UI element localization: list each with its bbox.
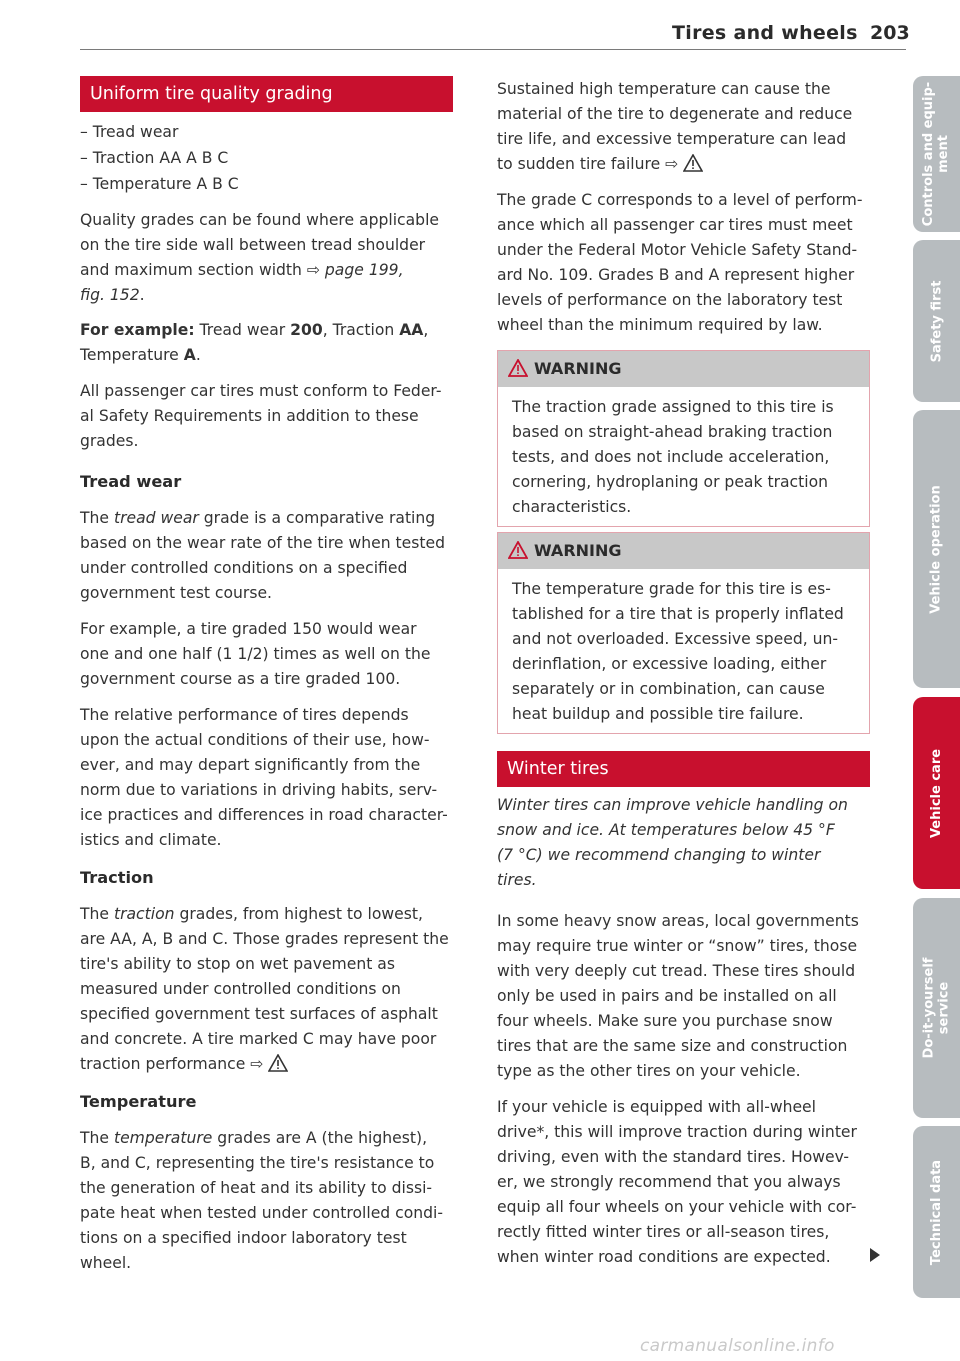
paragraph-line: tions on a specified indoor laboratory test — [80, 1229, 407, 1247]
paragraph-line: ard No. 109. Grades B and A represent higher — [497, 266, 855, 284]
warning-triangle-icon — [508, 359, 528, 377]
emphasis-text: traction — [113, 905, 175, 923]
warning-header — [498, 351, 869, 387]
paragraph-text: , Traction — [322, 321, 400, 339]
list-item: – Traction AA A B C — [80, 149, 229, 167]
warning-box-traction — [497, 350, 870, 527]
side-tab-label-line: service — [936, 981, 952, 1035]
paragraph-line: tire life, and excessive temperature can lead — [497, 130, 847, 148]
paragraph-line: and concrete. A tire marked C may have poor — [80, 1030, 437, 1048]
warning-line: The traction grade assigned to this tire is — [512, 398, 834, 416]
paragraph-line: er, we strongly recommend that you always — [497, 1173, 841, 1191]
side-tab-technical-data[interactable] — [913, 1126, 960, 1298]
side-tab-label-wrap — [913, 898, 960, 1118]
intro-line: (7 °C) we recommend changing to winter — [497, 846, 821, 864]
side-tab-label-wrap — [913, 1126, 960, 1298]
paragraph-text: grade is a comparative rating — [198, 509, 436, 527]
side-tab-do-it-yourself[interactable] — [913, 898, 960, 1118]
side-tab-label: Technical data — [929, 1159, 944, 1265]
paragraph-line: In some heavy snow areas, local governments — [497, 912, 859, 930]
paragraph-line: the generation of heat and its ability to dissi- — [80, 1179, 433, 1197]
side-tab-label-line: ment — [936, 135, 952, 173]
paragraph-line: material of the tire to degenerate and reduce — [497, 105, 853, 123]
paragraph-line: The grade C corresponds to a level of perform- — [497, 191, 863, 209]
paragraph-line: based on the wear rate of the tire when tested — [80, 534, 445, 552]
emphasis-text: temperature — [113, 1129, 213, 1147]
paragraph-line: Quality grades can be found where applicable — [80, 211, 440, 229]
paragraph-line: driving, even with the standard tires. Howev- — [497, 1148, 850, 1166]
figure-reference-link[interactable]: fig. 152 — [80, 286, 140, 304]
side-tab-label-wrap — [913, 240, 960, 402]
paragraph-line: pate heat when tested under controlled condi- — [80, 1204, 444, 1222]
example-line — [80, 343, 201, 368]
paragraph-line: government course as a tire graded 100. — [80, 670, 401, 688]
paragraph-line: are AA, A, B and C. Those grades represent the — [80, 930, 449, 948]
paragraph-line: Sustained high temperature can cause the — [497, 80, 831, 98]
subheading-traction: Traction — [80, 868, 154, 887]
paragraph-text: Tread wear — [194, 321, 291, 339]
paragraph-line: on the tire side wall between tread shoulder — [80, 236, 426, 254]
paragraph-line — [80, 506, 435, 531]
warning-triangle-icon[interactable] — [683, 154, 703, 172]
warning-title: WARNING — [534, 359, 622, 378]
paragraph-line: tires that are the same size and construction — [497, 1037, 848, 1055]
subheading-tread-wear: Tread wear — [80, 472, 182, 491]
warning-line: based on straight-ahead braking traction — [512, 423, 833, 441]
paragraph-line: wheel than the minimum required by law. — [497, 316, 823, 334]
paragraph-line: All passenger car tires must conform to Feder- — [80, 382, 442, 400]
paragraph-line: The relative performance of tires depends — [80, 706, 409, 724]
warning-triangle-icon[interactable] — [268, 1054, 288, 1072]
warning-line: characteristics. — [512, 498, 632, 516]
paragraph-line: may require true winter or “snow” tires, those — [497, 937, 858, 955]
paragraph-text: The — [80, 1129, 114, 1147]
header-rule — [80, 49, 906, 50]
paragraph-line: under the Federal Motor Vehicle Safety Stand- — [497, 241, 858, 259]
warning-title: WARNING — [534, 541, 622, 560]
side-tab-label: Safety first — [929, 280, 945, 362]
paragraph-line: government test course. — [80, 584, 273, 602]
warning-header — [498, 533, 869, 569]
paragraph-line: ance which all passenger car tires must meet — [497, 216, 853, 234]
warning-line: heat buildup and possible tire failure. — [512, 705, 804, 723]
page-number: 203 — [870, 22, 910, 44]
paragraph-line: norm due to variations in driving habits, serv- — [80, 781, 438, 799]
paragraph-text: . — [195, 346, 201, 364]
paragraph-line: equip all four wheels on your vehicle with cor- — [497, 1198, 857, 1216]
paragraph-line: only be used in pairs and be installed on all — [497, 987, 837, 1005]
side-tab-vehicle-care[interactable] — [913, 697, 960, 889]
side-tab-label-line: Controls and equip- — [921, 81, 937, 227]
paragraph-line: wheel. — [80, 1254, 132, 1272]
paragraph-line: drive*, this will improve traction during winter — [497, 1123, 857, 1141]
side-tab-label-wrap — [913, 697, 960, 889]
paragraph-text: to sudden tire failure ⇨ — [497, 155, 684, 173]
paragraph-line: tire's ability to stop on wet pavement as — [80, 955, 395, 973]
side-tab-label: Vehicle care — [929, 748, 944, 838]
list-item: – Tread wear — [80, 123, 179, 141]
emphasis-text: tread wear — [113, 509, 199, 527]
paragraph-line — [80, 1052, 294, 1077]
paragraph-line: rectly fitted winter tires or all-season tires, — [497, 1223, 830, 1241]
warning-line: The temperature grade for this tire is es- — [512, 580, 831, 598]
paragraph-line: four wheels. Make sure you purchase snow — [497, 1012, 833, 1030]
section-heading-uniform-tire-quality: Uniform tire quality grading — [80, 76, 453, 112]
paragraph-line — [80, 283, 145, 308]
example-value: AA — [399, 321, 424, 339]
paragraph-text: grades, from highest to lowest, — [174, 905, 423, 923]
paragraph-line: when winter road conditions are expected. — [497, 1248, 831, 1266]
warning-line: and not overloaded. Excessive speed, un- — [512, 630, 839, 648]
paragraph-text: . — [139, 286, 145, 304]
subheading-temperature: Temperature — [80, 1092, 197, 1111]
paragraph-text: Temperature — [80, 346, 184, 364]
side-tab-safety[interactable] — [913, 240, 960, 402]
page-reference-link[interactable]: ⇨ page 199, — [306, 261, 404, 279]
side-tab-vehicle-operation[interactable] — [913, 410, 960, 688]
paragraph-line: one and one half (1 1/2) times as well on the — [80, 645, 431, 663]
paragraph-text: grades are A (the highest), — [212, 1129, 428, 1147]
paragraph-text: The — [80, 905, 114, 923]
warning-body — [498, 387, 869, 526]
side-tab-label-line: Do-it-yourself — [921, 957, 937, 1059]
warning-line: separately or in combination, can cause — [512, 680, 825, 698]
paragraph-text: and maximum section width — [80, 261, 307, 279]
paragraph-text: , — [423, 321, 429, 339]
section-heading-winter-tires: Winter tires — [497, 751, 870, 787]
side-tab-label — [922, 82, 952, 226]
example-label: For example: — [80, 321, 195, 339]
example-value: 200 — [290, 321, 323, 339]
paragraph-line: If your vehicle is equipped with all-wheel — [497, 1098, 816, 1116]
running-header-title: Tires and wheels — [672, 22, 858, 44]
paragraph-line: al Safety Requirements in addition to these — [80, 407, 419, 425]
paragraph-line: under controlled conditions on a specified — [80, 559, 408, 577]
side-tab-controls[interactable] — [913, 76, 960, 232]
warning-line: derinflation, or excessive loading, either — [512, 655, 827, 673]
paragraph-line: grades. — [80, 432, 139, 450]
paragraph-line: specified government test surfaces of asphalt — [80, 1005, 438, 1023]
paragraph-line — [80, 902, 423, 927]
warning-body — [498, 569, 869, 733]
paragraph-line: measured under controlled conditions on — [80, 980, 401, 998]
side-tab-label: Vehicle operation — [929, 484, 945, 614]
side-tab-label-wrap — [913, 410, 960, 688]
intro-line: tires. — [497, 871, 537, 889]
paragraph-text: traction performance ⇨ — [80, 1055, 269, 1073]
list-item: – Temperature A B C — [80, 175, 239, 193]
watermark-footer: carmanualsonline.info — [640, 1336, 835, 1356]
intro-line: snow and ice. At temperatures below 45 °F — [497, 821, 835, 839]
paragraph-line: levels of performance on the laboratory test — [497, 291, 843, 309]
warning-triangle-icon — [508, 541, 528, 559]
warning-line: cornering, hydroplaning or peak traction — [512, 473, 828, 491]
paragraph-line — [80, 1126, 427, 1151]
side-tab-label-wrap — [913, 76, 960, 232]
paragraph-line: type as the other tires on your vehicle. — [497, 1062, 801, 1080]
warning-line: tests, and does not include acceleration, — [512, 448, 830, 466]
side-tab-label — [922, 958, 952, 1059]
warning-line: tablished for a tire that is properly inflated — [512, 605, 844, 623]
example-line — [80, 318, 428, 343]
paragraph-line — [80, 258, 404, 283]
paragraph-line: ice practices and differences in road character- — [80, 806, 448, 824]
continue-arrow-icon — [869, 1247, 881, 1263]
warning-box-temperature — [497, 532, 870, 734]
example-value: A — [183, 346, 196, 364]
paragraph-line: ever, and may depart significantly from the — [80, 756, 421, 774]
paragraph-line: istics and climate. — [80, 831, 222, 849]
intro-line: Winter tires can improve vehicle handling on — [497, 796, 848, 814]
paragraph-text: The — [80, 509, 114, 527]
paragraph-line: with very deeply cut tread. These tires should — [497, 962, 856, 980]
paragraph-line: For example, a tire graded 150 would wear — [80, 620, 417, 638]
paragraph-line — [497, 152, 709, 177]
paragraph-line: upon the actual conditions of their use, how- — [80, 731, 430, 749]
paragraph-line: B, and C, representing the tire's resistance to — [80, 1154, 435, 1172]
